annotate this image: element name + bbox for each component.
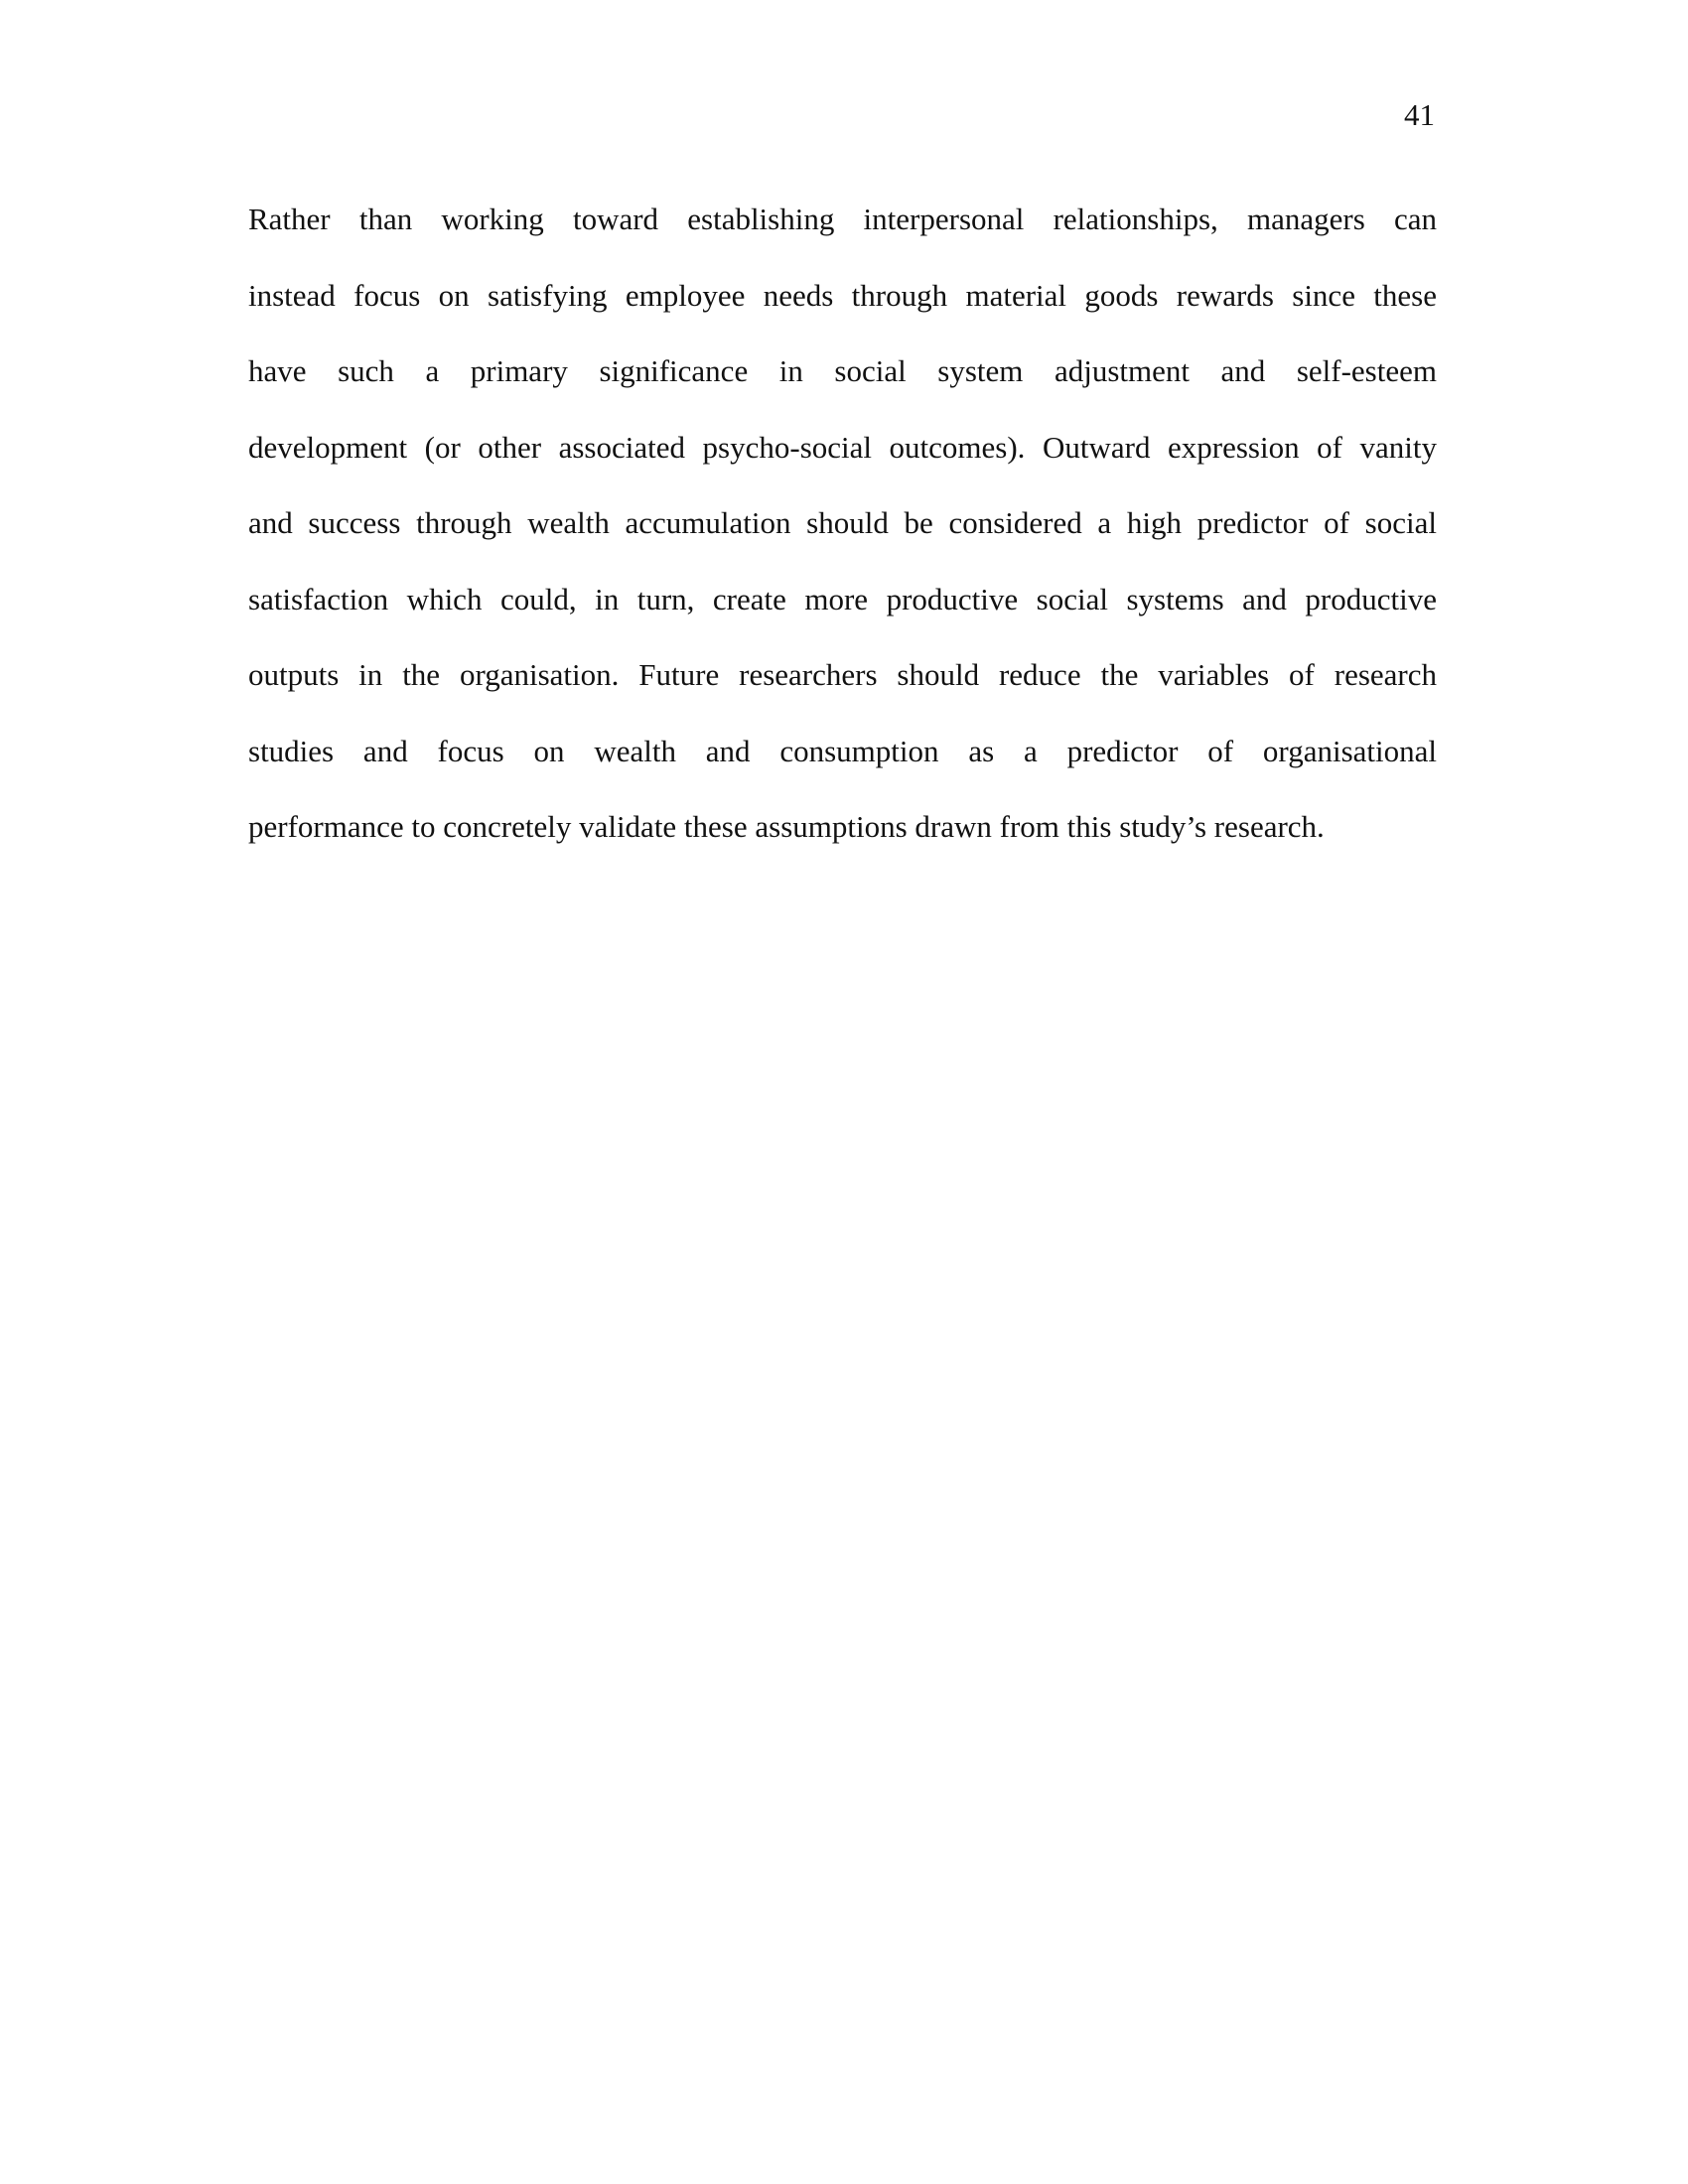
paragraph-line: Rather than working toward establishing interpersonal relationships, managers can [248,202,1437,236]
page-number: 41 [1404,97,1435,132]
paragraph-line: instead focus on satisfying employee needs through material goods rewards since these [248,277,1437,313]
paragraph-line: performance to concretely validate these assumptions drawn from this study’s research. [248,809,1325,844]
paragraph-line: satisfaction which could, in turn, create more productive social systems and productive [248,581,1437,616]
body-paragraph [248,194,1437,878]
paragraph-line: outputs in the organisation. Future researchers should reduce the variables of research [248,657,1437,692]
paragraph-line: and success through wealth accumulation should be considered a high predictor of social [248,505,1437,540]
paragraph-line: studies and focus on wealth and consumption as a predictor of organisational [248,733,1437,768]
paragraph-line: have such a primary significance in social system adjustment and self-esteem [248,353,1437,388]
paragraph-line: development (or other associated psycho-social outcomes). Outward expression of vanity [248,429,1437,465]
